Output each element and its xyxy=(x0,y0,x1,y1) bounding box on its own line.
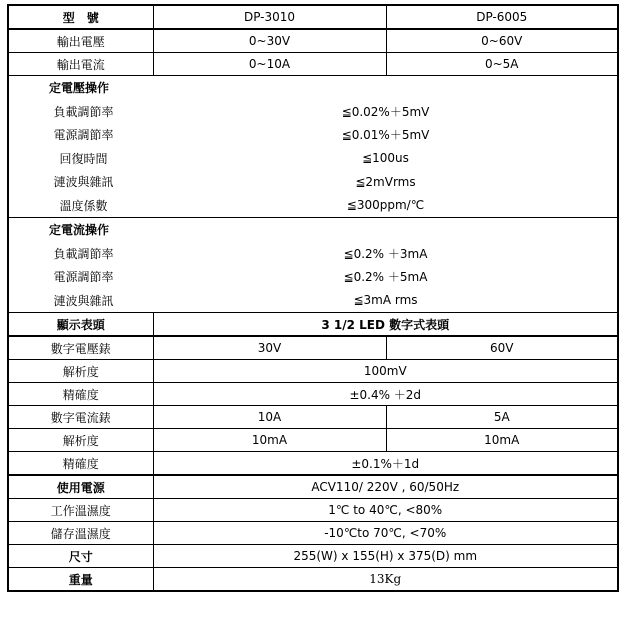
cv-title: 定電壓操作 xyxy=(49,81,110,96)
cv-group xyxy=(8,76,618,218)
cv-row-label: 負載調節率 xyxy=(53,104,114,119)
cv-row-label: 回復時間 xyxy=(59,151,108,166)
output-voltage-2: 0~60V xyxy=(386,29,618,53)
weight-label: 重量 xyxy=(8,568,153,592)
size-label: 尺寸 xyxy=(8,545,153,568)
cv-row xyxy=(11,147,615,171)
voltmeter-accuracy-value: ±0.4% ＋2d xyxy=(153,383,618,406)
voltmeter-accuracy-label: 精確度 xyxy=(8,383,153,406)
cv-row-label: 電源調節率 xyxy=(53,128,114,143)
voltmeter-resolution-label: 解析度 xyxy=(8,360,153,383)
weight-row xyxy=(8,568,618,592)
cc-row-value: ≦0.2% ＋3mA xyxy=(343,246,428,261)
cc-group xyxy=(8,218,618,313)
weight-value: 13Kg xyxy=(153,568,618,592)
cv-row-value: ≦2mVrms xyxy=(355,174,416,189)
ammeter-accuracy-value: ±0.1%＋1d xyxy=(153,452,618,476)
ammeter-2: 5A xyxy=(386,406,618,429)
cv-row-label: 漣波與雜訊 xyxy=(53,175,114,190)
cv-row xyxy=(11,100,615,124)
spec-table xyxy=(7,4,619,592)
operating-temp-value: 1℃ to 40℃, <80% xyxy=(153,499,618,522)
ammeter-row xyxy=(8,406,618,429)
size-value: 255(W) x 155(H) x 375(D) mm xyxy=(153,545,618,568)
ammeter-resolution-2: 10mA xyxy=(386,429,618,452)
model-2: DP-6005 xyxy=(386,5,618,29)
cv-row-value: ≦300ppm/℃ xyxy=(346,198,425,213)
storage-temp-value: -10℃to 70℃, <70% xyxy=(153,522,618,545)
display-value: 3 1/2 LED 數字式表頭 xyxy=(153,313,618,337)
power-row xyxy=(8,475,618,499)
voltmeter-row xyxy=(8,336,618,360)
ammeter-resolution-row xyxy=(8,429,618,452)
cc-title: 定電流操作 xyxy=(49,223,110,238)
output-voltage-label: 輸出電壓 xyxy=(8,29,153,53)
cv-row-value: ≦0.02%＋5mV xyxy=(341,104,430,119)
cc-row-label: 漣波與雜訊 xyxy=(53,293,114,308)
output-current-1: 0~10A xyxy=(153,53,386,76)
voltmeter-resolution-value: 100mV xyxy=(153,360,618,383)
cc-row xyxy=(11,265,615,289)
model-1: DP-3010 xyxy=(153,5,386,29)
cc-row-value: ≦0.2% ＋5mA xyxy=(343,270,428,285)
output-voltage-1: 0~30V xyxy=(153,29,386,53)
operating-temp-row xyxy=(8,499,618,522)
cc-row-label: 負載調節率 xyxy=(53,246,114,261)
output-current-label: 輸出電流 xyxy=(8,53,153,76)
display-label: 顯示表頭 xyxy=(8,313,153,337)
cc-row-label: 電源調節率 xyxy=(53,270,114,285)
ammeter-1: 10A xyxy=(153,406,386,429)
header-label: 型 號 xyxy=(8,5,153,29)
ammeter-label: 數字電流錶 xyxy=(8,406,153,429)
cv-row xyxy=(11,194,615,218)
display-row xyxy=(8,313,618,337)
voltmeter-resolution-row xyxy=(8,360,618,383)
ammeter-resolution-1: 10mA xyxy=(153,429,386,452)
storage-temp-label: 儲存溫濕度 xyxy=(8,522,153,545)
ammeter-accuracy-row xyxy=(8,452,618,476)
cc-row-value: ≦3mA rms xyxy=(353,293,418,308)
cc-row xyxy=(11,289,615,313)
ammeter-resolution-label: 解析度 xyxy=(8,429,153,452)
storage-temp-row xyxy=(8,522,618,545)
output-voltage-row xyxy=(8,29,618,53)
voltmeter-1: 30V xyxy=(153,336,386,360)
operating-temp-label: 工作溫濕度 xyxy=(8,499,153,522)
voltmeter-accuracy-row xyxy=(8,383,618,406)
voltmeter-label: 數字電壓錶 xyxy=(8,336,153,360)
voltmeter-2: 60V xyxy=(386,336,618,360)
power-value: ACV110/ 220V , 60/50Hz xyxy=(153,475,618,499)
output-current-row xyxy=(8,53,618,76)
cc-row xyxy=(11,242,615,266)
size-row xyxy=(8,545,618,568)
cv-row-label: 溫度係數 xyxy=(59,198,108,213)
cv-row-value: ≦100us xyxy=(362,151,409,166)
ammeter-accuracy-label: 精確度 xyxy=(8,452,153,476)
cv-row xyxy=(11,123,615,147)
cv-row xyxy=(11,170,615,194)
output-current-2: 0~5A xyxy=(386,53,618,76)
header-row xyxy=(8,5,618,29)
cv-row-value: ≦0.01%＋5mV xyxy=(341,128,430,143)
power-label: 使用電源 xyxy=(8,475,153,499)
